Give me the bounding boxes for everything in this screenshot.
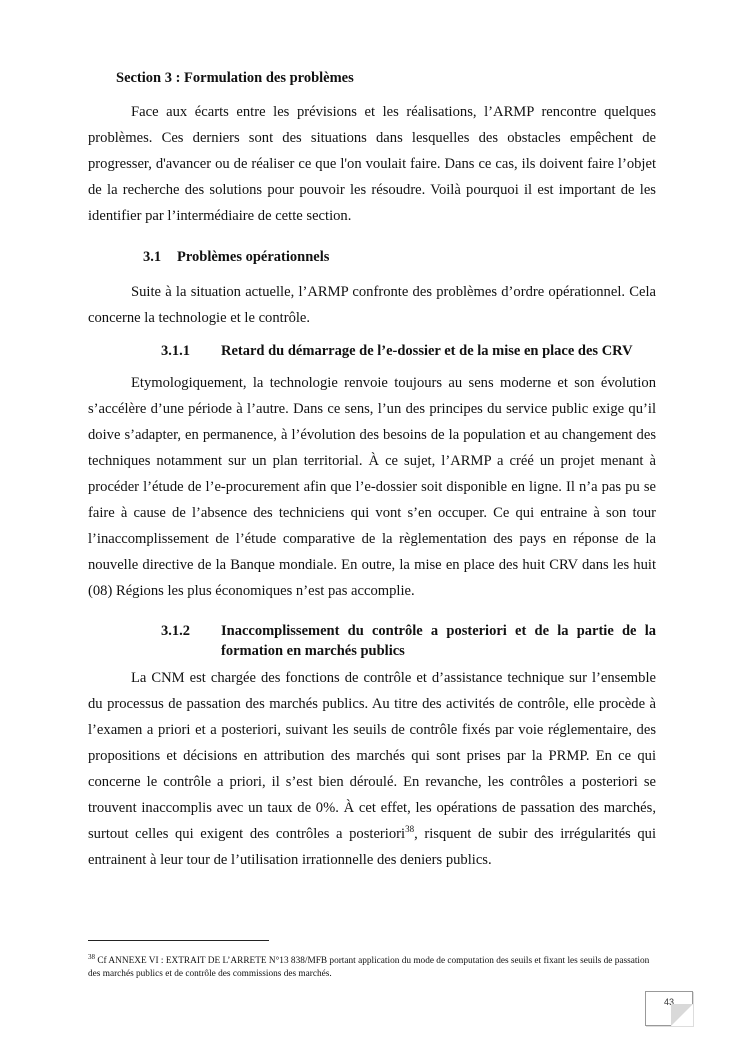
page-number-box xyxy=(645,991,693,1026)
heading-3-1-2 xyxy=(161,621,656,661)
heading-3-1-number: 3.1 xyxy=(143,249,162,265)
paragraph-3-1-2-text: La CNM est chargée des fonctions de contrôle et d’assistance technique sur l’ensemble du processus de passation des marchés publics. Au titre des activités de contrôle, elle procède à l’examen a priori et a posteriori, suivant les seuils de contrôle fixés par voie réglementaire, des propositions et décisions en attribution des marchés qui sont prises par la PRMP. En ce qui concerne le contrôle a priori, il s’est bien déroulé. En revanche, les contrôles a posteriori se trouvent inaccomplis avec un taux de 0%. À cet effet, les opérations de passation des marchés, surtout celles qui exigent des contrôles a posteriori xyxy=(88,670,656,842)
heading-3-1-2-number: 3.1.2 xyxy=(161,623,190,639)
paragraph-3-1: Suite à la situation actuelle, l’ARMP confronte des problèmes d’ordre opérationnel. Cela concerne la technologie et le contrôle. xyxy=(88,284,656,326)
section-title: Section 3 : Formulation des problèmes xyxy=(116,70,354,86)
paragraph-3-1-2-text-end: , risquent de subir des irrégularités qui entrainent à leur tour de l’utilisation irrationnelle des deniers publics. xyxy=(88,826,657,868)
heading-3-1-title: Problèmes opérationnels xyxy=(177,249,330,265)
intro-paragraph: Face aux écarts entre les prévisions et les réalisations, l’ARMP rencontre quelques problèmes. Ces derniers sont des situations dans lesquelles des obstacles empêchent de progresser, d'avancer ou de réaliser ce que l'on voulait faire. Dans ce cas, ils doivent faire l’objet de la recherche des solutions pour pouvoir les résoudre. Voilà pourquoi il est important de les identifier par l’intermédiaire de cette section. xyxy=(88,104,656,224)
footnote-separator xyxy=(88,940,269,941)
footnote-reference[interactable]: 38 xyxy=(405,824,415,834)
heading-3-1-1-number: 3.1.1 xyxy=(161,343,190,359)
heading-3-1-2-title: Inaccomplissement du contrôle a posteriori et de la partie de la formation en marchés publics xyxy=(221,623,656,659)
footnote-text: Cf ANNEXE VI : EXTRAIT DE L’ARRETE N°13 838/MFB portant application du mode de computation des seuils et fixant les seuils de passation des marchés publics et de contrôle des commissions des marchés. xyxy=(88,956,650,979)
footnote xyxy=(88,955,658,981)
page-number: 43 xyxy=(663,997,674,1007)
heading-3-1-1 xyxy=(161,341,656,361)
heading-3-1 xyxy=(143,249,329,266)
page-curl-icon xyxy=(671,1004,693,1026)
paragraph-3-1-2 xyxy=(88,665,656,873)
footnote-number: 38 xyxy=(88,953,95,961)
paragraph-3-1-1: Etymologiquement, la technologie renvoie toujours au sens moderne et son évolution s’accélère d’une période à l’autre. Dans ce sens, l’un des principes du service public exige qu’il doive s’adapter, en permanence, à l’évolution des besoins de la population et au changement des techniques notamment sur un plan territorial. À ce sujet, l’ARMP a créé un projet menant à procéder l’étude de l’e-procurement afin que l’e-dossier soit disponible en ligne. Il n’a pas pu se faire à cause de l’absence des techniciens qui vont s’en occuper. Ce qui entraine à son tour l’inaccomplissement de l’étude comparative de la règlementation des pays en réponse de la nouvelle directive de la Banque mondiale. En outre, la mise en place des huit CRV dans les huit (08) Régions les plus économiques n’est pas accomplie. xyxy=(88,375,656,599)
heading-3-1-1-title: Retard du démarrage de l’e-dossier et de la mise en place des CRV xyxy=(221,343,633,359)
